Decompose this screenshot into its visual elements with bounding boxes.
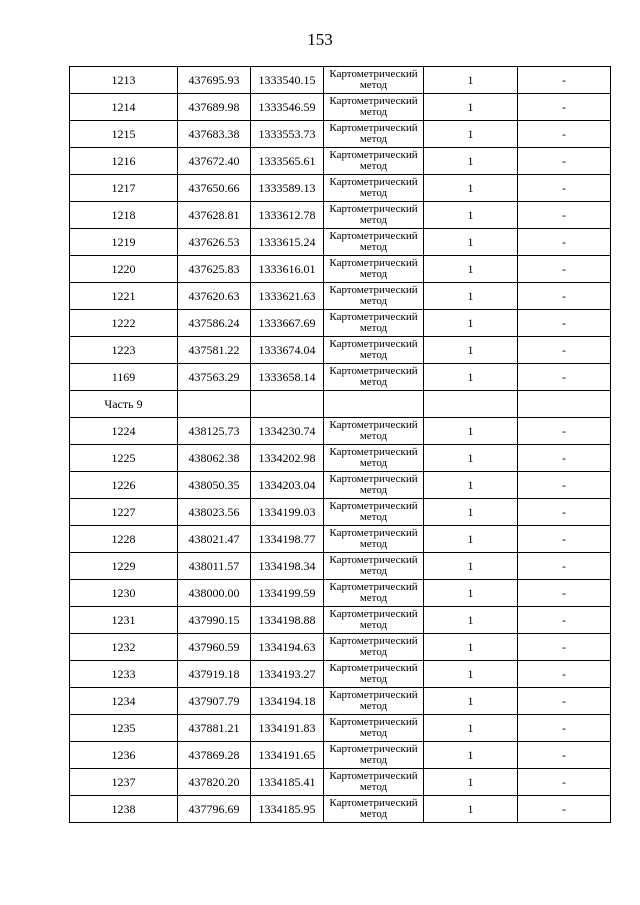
y-coordinate-cell: 1333667.69 xyxy=(251,310,324,337)
point-number-cell: 1225 xyxy=(70,445,178,472)
page-number: 153 xyxy=(307,30,333,49)
y-coordinate-cell: 1333589.13 xyxy=(251,175,324,202)
note-cell: - xyxy=(518,364,611,391)
x-coordinate-cell: 437586.24 xyxy=(178,310,251,337)
table-row xyxy=(70,256,611,283)
table-row xyxy=(70,418,611,445)
coordinates-table xyxy=(69,66,611,823)
table-row xyxy=(70,67,611,94)
accuracy-cell: 1 xyxy=(424,175,518,202)
point-number-cell: 1215 xyxy=(70,121,178,148)
empty-cell xyxy=(251,391,324,418)
table-row xyxy=(70,229,611,256)
y-coordinate-cell: 1333621.63 xyxy=(251,283,324,310)
accuracy-cell: 1 xyxy=(424,202,518,229)
method-cell: Картометрический метод xyxy=(324,418,424,445)
point-number-cell: 1217 xyxy=(70,175,178,202)
table-row xyxy=(70,175,611,202)
point-number-cell: 1228 xyxy=(70,526,178,553)
point-number-cell: 1220 xyxy=(70,256,178,283)
note-cell: - xyxy=(518,256,611,283)
y-coordinate-cell: 1334198.77 xyxy=(251,526,324,553)
x-coordinate-cell: 437683.38 xyxy=(178,121,251,148)
x-coordinate-cell: 437869.28 xyxy=(178,742,251,769)
accuracy-cell: 1 xyxy=(424,472,518,499)
accuracy-cell: 1 xyxy=(424,337,518,364)
x-coordinate-cell: 438050.35 xyxy=(178,472,251,499)
x-coordinate-cell: 437672.40 xyxy=(178,148,251,175)
y-coordinate-cell: 1333615.24 xyxy=(251,229,324,256)
note-cell: - xyxy=(518,310,611,337)
table-row xyxy=(70,202,611,229)
point-number-cell: 1235 xyxy=(70,715,178,742)
accuracy-cell: 1 xyxy=(424,715,518,742)
note-cell: - xyxy=(518,796,611,823)
x-coordinate-cell: 437990.15 xyxy=(178,607,251,634)
table-row xyxy=(70,634,611,661)
point-number-cell: 1169 xyxy=(70,364,178,391)
accuracy-cell: 1 xyxy=(424,445,518,472)
note-cell: - xyxy=(518,526,611,553)
empty-cell xyxy=(424,391,518,418)
table-row xyxy=(70,445,611,472)
point-number-cell: 1224 xyxy=(70,418,178,445)
y-coordinate-cell: 1334202.98 xyxy=(251,445,324,472)
point-number-cell: 1214 xyxy=(70,94,178,121)
method-cell: Картометрический метод xyxy=(324,445,424,472)
method-cell: Картометрический метод xyxy=(324,715,424,742)
method-cell: Картометрический метод xyxy=(324,94,424,121)
coordinates-table-body xyxy=(70,67,611,823)
x-coordinate-cell: 437907.79 xyxy=(178,688,251,715)
x-coordinate-cell: 437620.63 xyxy=(178,283,251,310)
note-cell: - xyxy=(518,742,611,769)
section-label-cell: Часть 9 xyxy=(70,391,178,418)
y-coordinate-cell: 1334198.88 xyxy=(251,607,324,634)
note-cell: - xyxy=(518,202,611,229)
table-row xyxy=(70,283,611,310)
y-coordinate-cell: 1334199.03 xyxy=(251,499,324,526)
note-cell: - xyxy=(518,499,611,526)
point-number-cell: 1230 xyxy=(70,580,178,607)
accuracy-cell: 1 xyxy=(424,499,518,526)
note-cell: - xyxy=(518,121,611,148)
method-cell: Картометрический метод xyxy=(324,661,424,688)
point-number-cell: 1222 xyxy=(70,310,178,337)
table-row xyxy=(70,472,611,499)
x-coordinate-cell: 438023.56 xyxy=(178,499,251,526)
y-coordinate-cell: 1334185.95 xyxy=(251,796,324,823)
point-number-cell: 1232 xyxy=(70,634,178,661)
x-coordinate-cell: 437881.21 xyxy=(178,715,251,742)
method-cell: Картометрический метод xyxy=(324,472,424,499)
accuracy-cell: 1 xyxy=(424,688,518,715)
note-cell: - xyxy=(518,661,611,688)
y-coordinate-cell: 1334230.74 xyxy=(251,418,324,445)
y-coordinate-cell: 1333565.61 xyxy=(251,148,324,175)
accuracy-cell: 1 xyxy=(424,310,518,337)
x-coordinate-cell: 437628.81 xyxy=(178,202,251,229)
method-cell: Картометрический метод xyxy=(324,634,424,661)
method-cell: Картометрический метод xyxy=(324,769,424,796)
accuracy-cell: 1 xyxy=(424,67,518,94)
x-coordinate-cell: 437581.22 xyxy=(178,337,251,364)
point-number-cell: 1213 xyxy=(70,67,178,94)
table-row xyxy=(70,742,611,769)
y-coordinate-cell: 1333553.73 xyxy=(251,121,324,148)
note-cell: - xyxy=(518,607,611,634)
y-coordinate-cell: 1334185.41 xyxy=(251,769,324,796)
method-cell: Картометрический метод xyxy=(324,553,424,580)
note-cell: - xyxy=(518,67,611,94)
accuracy-cell: 1 xyxy=(424,796,518,823)
y-coordinate-cell: 1334193.27 xyxy=(251,661,324,688)
accuracy-cell: 1 xyxy=(424,769,518,796)
method-cell: Картометрический метод xyxy=(324,688,424,715)
point-number-cell: 1234 xyxy=(70,688,178,715)
y-coordinate-cell: 1333658.14 xyxy=(251,364,324,391)
x-coordinate-cell: 437650.66 xyxy=(178,175,251,202)
method-cell: Картометрический метод xyxy=(324,148,424,175)
method-cell: Картометрический метод xyxy=(324,121,424,148)
point-number-cell: 1233 xyxy=(70,661,178,688)
x-coordinate-cell: 437820.20 xyxy=(178,769,251,796)
x-coordinate-cell: 437689.98 xyxy=(178,94,251,121)
point-number-cell: 1237 xyxy=(70,769,178,796)
y-coordinate-cell: 1334203.04 xyxy=(251,472,324,499)
point-number-cell: 1223 xyxy=(70,337,178,364)
point-number-cell: 1227 xyxy=(70,499,178,526)
note-cell: - xyxy=(518,769,611,796)
point-number-cell: 1218 xyxy=(70,202,178,229)
note-cell: - xyxy=(518,283,611,310)
point-number-cell: 1219 xyxy=(70,229,178,256)
method-cell: Картометрический метод xyxy=(324,202,424,229)
accuracy-cell: 1 xyxy=(424,607,518,634)
note-cell: - xyxy=(518,634,611,661)
method-cell: Картометрический метод xyxy=(324,742,424,769)
accuracy-cell: 1 xyxy=(424,661,518,688)
table-row xyxy=(70,769,611,796)
method-cell: Картометрический метод xyxy=(324,67,424,94)
method-cell: Картометрический метод xyxy=(324,283,424,310)
point-number-cell: 1231 xyxy=(70,607,178,634)
y-coordinate-cell: 1333540.15 xyxy=(251,67,324,94)
method-cell: Картометрический метод xyxy=(324,499,424,526)
accuracy-cell: 1 xyxy=(424,229,518,256)
x-coordinate-cell: 438000.00 xyxy=(178,580,251,607)
note-cell: - xyxy=(518,688,611,715)
accuracy-cell: 1 xyxy=(424,742,518,769)
method-cell: Картометрический метод xyxy=(324,364,424,391)
x-coordinate-cell: 437563.29 xyxy=(178,364,251,391)
section-row xyxy=(70,391,611,418)
table-row xyxy=(70,364,611,391)
x-coordinate-cell: 437695.93 xyxy=(178,67,251,94)
table-row xyxy=(70,121,611,148)
y-coordinate-cell: 1333616.01 xyxy=(251,256,324,283)
accuracy-cell: 1 xyxy=(424,418,518,445)
note-cell: - xyxy=(518,94,611,121)
accuracy-cell: 1 xyxy=(424,364,518,391)
accuracy-cell: 1 xyxy=(424,256,518,283)
x-coordinate-cell: 437625.83 xyxy=(178,256,251,283)
accuracy-cell: 1 xyxy=(424,94,518,121)
accuracy-cell: 1 xyxy=(424,283,518,310)
x-coordinate-cell: 438062.38 xyxy=(178,445,251,472)
empty-cell xyxy=(518,391,611,418)
y-coordinate-cell: 1333546.59 xyxy=(251,94,324,121)
method-cell: Картометрический метод xyxy=(324,229,424,256)
method-cell: Картометрический метод xyxy=(324,310,424,337)
note-cell: - xyxy=(518,580,611,607)
table-row xyxy=(70,553,611,580)
method-cell: Картометрический метод xyxy=(324,796,424,823)
table-row xyxy=(70,661,611,688)
point-number-cell: 1221 xyxy=(70,283,178,310)
accuracy-cell: 1 xyxy=(424,634,518,661)
table-row xyxy=(70,688,611,715)
y-coordinate-cell: 1334191.83 xyxy=(251,715,324,742)
point-number-cell: 1216 xyxy=(70,148,178,175)
x-coordinate-cell: 437796.69 xyxy=(178,796,251,823)
y-coordinate-cell: 1333612.78 xyxy=(251,202,324,229)
x-coordinate-cell: 438011.57 xyxy=(178,553,251,580)
y-coordinate-cell: 1333674.04 xyxy=(251,337,324,364)
empty-cell xyxy=(178,391,251,418)
note-cell: - xyxy=(518,337,611,364)
note-cell: - xyxy=(518,445,611,472)
note-cell: - xyxy=(518,715,611,742)
x-coordinate-cell: 437919.18 xyxy=(178,661,251,688)
accuracy-cell: 1 xyxy=(424,121,518,148)
x-coordinate-cell: 438021.47 xyxy=(178,526,251,553)
note-cell: - xyxy=(518,148,611,175)
point-number-cell: 1226 xyxy=(70,472,178,499)
y-coordinate-cell: 1334198.34 xyxy=(251,553,324,580)
method-cell: Картометрический метод xyxy=(324,607,424,634)
method-cell: Картометрический метод xyxy=(324,580,424,607)
y-coordinate-cell: 1334194.18 xyxy=(251,688,324,715)
point-number-cell: 1236 xyxy=(70,742,178,769)
x-coordinate-cell: 437626.53 xyxy=(178,229,251,256)
method-cell: Картометрический метод xyxy=(324,526,424,553)
table-row xyxy=(70,607,611,634)
table-row xyxy=(70,148,611,175)
table-row xyxy=(70,796,611,823)
note-cell: - xyxy=(518,472,611,499)
table-row xyxy=(70,499,611,526)
table-row xyxy=(70,580,611,607)
method-cell: Картометрический метод xyxy=(324,256,424,283)
accuracy-cell: 1 xyxy=(424,526,518,553)
table-row xyxy=(70,310,611,337)
point-number-cell: 1238 xyxy=(70,796,178,823)
method-cell: Картометрический метод xyxy=(324,337,424,364)
accuracy-cell: 1 xyxy=(424,580,518,607)
accuracy-cell: 1 xyxy=(424,553,518,580)
y-coordinate-cell: 1334194.63 xyxy=(251,634,324,661)
note-cell: - xyxy=(518,229,611,256)
table-row xyxy=(70,337,611,364)
x-coordinate-cell: 438125.73 xyxy=(178,418,251,445)
point-number-cell: 1229 xyxy=(70,553,178,580)
note-cell: - xyxy=(518,553,611,580)
note-cell: - xyxy=(518,418,611,445)
empty-cell xyxy=(324,391,424,418)
table-row xyxy=(70,526,611,553)
table-row xyxy=(70,715,611,742)
y-coordinate-cell: 1334199.59 xyxy=(251,580,324,607)
table-row xyxy=(70,94,611,121)
note-cell: - xyxy=(518,175,611,202)
method-cell: Картометрический метод xyxy=(324,175,424,202)
accuracy-cell: 1 xyxy=(424,148,518,175)
y-coordinate-cell: 1334191.65 xyxy=(251,742,324,769)
x-coordinate-cell: 437960.59 xyxy=(178,634,251,661)
